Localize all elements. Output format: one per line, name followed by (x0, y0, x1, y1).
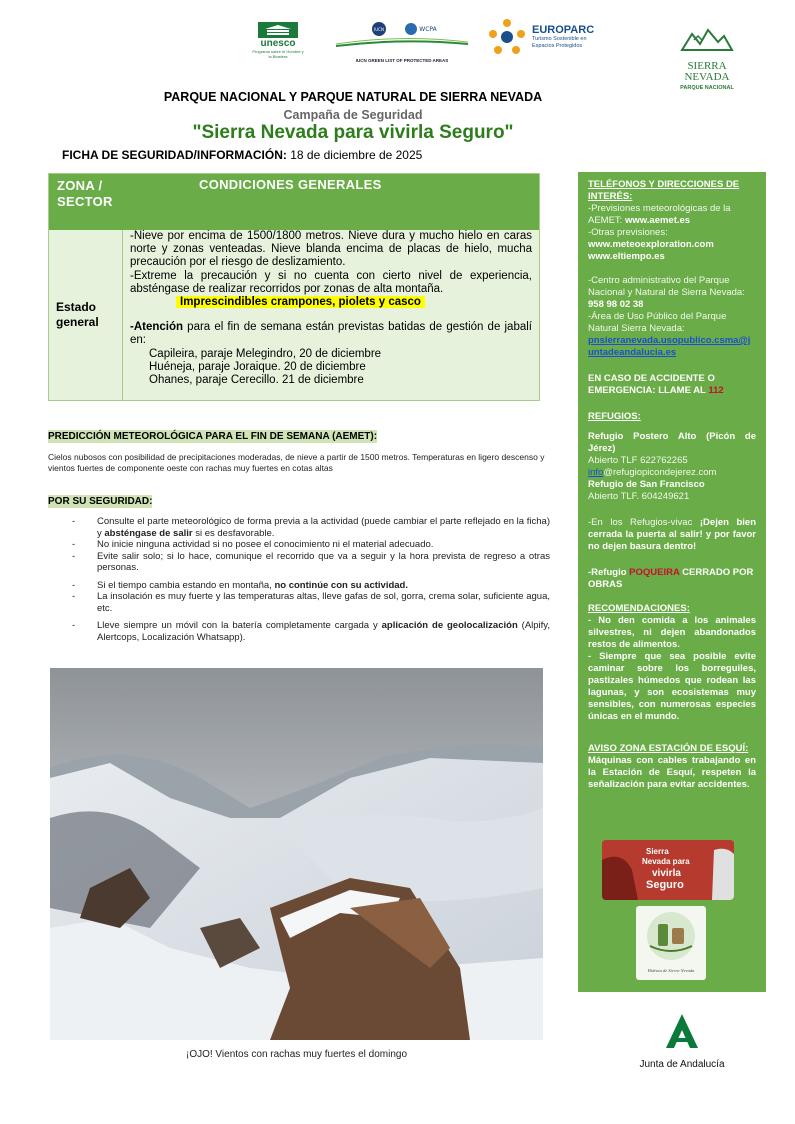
europarc-sub2: Espacios Protegidos (532, 43, 583, 49)
refugio-1-tel: Abierto TLF 622762265 (588, 455, 688, 466)
vivac-note (588, 517, 756, 553)
centro-phone: 958 98 02 38 (588, 299, 644, 310)
hydration-badge (636, 906, 706, 980)
rec-1: - No den comida a los animales silvestres, ni dejen abandonados restos de alimentos. (588, 615, 756, 650)
safety-4a: Si el tiempo cambia estando en montaña, (97, 579, 275, 591)
list-item (72, 620, 550, 643)
rec-title: RECOMENDACIONES: (588, 603, 690, 614)
mail-link[interactable]: info (588, 467, 604, 478)
europarc-sub1: Turismo Sostenible en (532, 36, 587, 42)
prediction-text: Cielos nubosos con posibilidad de precipitaciones moderadas, de nieve a partir de 1500 metros. Temperaturas en ligero descenso y vientos fuertes de componente oeste con rachas muy fuertes en cotas altas (48, 452, 545, 473)
list-item (72, 591, 550, 614)
safety-2: No inicie ninguna actividad si no posee el conocimiento ni el material adecuado. (97, 539, 434, 550)
list-dash: - (72, 579, 76, 591)
vivac-b: ¡Dejen bien cerrada la puerta al salir! y por favor no dejen basura dentro! (588, 517, 757, 552)
rec-2: - Siempre que sea posible evite caminar sobre los borreguiles, pastizales húmedos que rodean las lagunas, y son ecosistemas muy sensibles, con numerosas especies únicas en el mundo. (588, 651, 756, 722)
row-label: Estado general (49, 230, 123, 400)
ficha-label: FICHA DE SEGURIDAD/INFORMACIÓN: (62, 148, 287, 162)
safety-list (72, 516, 550, 643)
header-condiciones: CONDICIONES GENERALES (199, 177, 382, 192)
ski-text: Máquinas con cables trabajando en la Estación de Esquí, respeten la señalización para evitar accidentes. (588, 755, 756, 790)
list-item (72, 539, 550, 551)
emergency-number: 112 (708, 385, 724, 396)
unesco-sub: Programa sobre el Hombre y la Biosfera (252, 49, 304, 59)
junta-label: Junta de Andalucía (639, 1059, 725, 1070)
campaign-subtitle: Campaña de Seguridad (283, 108, 423, 122)
safety-1c: si es desfavorable. (192, 527, 275, 539)
info-sidebar (578, 172, 766, 992)
att-bold: -Atención (130, 321, 184, 334)
refugio-2: Refugio de San Francisco (588, 479, 705, 490)
ski-title: AVISO ZONA ESTACIÓN DE ESQUÍ: (588, 743, 749, 754)
other-prev: -Otras previsiones: (588, 227, 668, 238)
list-dash: - (72, 539, 76, 550)
cond-p1: -Nieve por encima de 1500/1800 metros. Nieve dura y mucho hielo en caras norte y zonas venteadas. Nieve blanda encima de placas de hielo, mucha precaución por el riesgo de deslizamiento. (130, 230, 532, 269)
poqueira-note (588, 567, 756, 591)
refugio-1: Refugio Postero Alto (Picón de Jérez) (588, 431, 756, 454)
table-header (49, 174, 539, 230)
safety-1a: Consulte el parte meteorológico de forma previa a la actividad (puede cambiar el parte reflejado en la ficha) y (97, 516, 550, 539)
mail-domain: @refugiopicondejerez.com (603, 467, 717, 478)
list-item (72, 516, 550, 539)
aemet-line (588, 203, 756, 227)
shirt-text-1: Sierra (646, 847, 669, 856)
unesco-logo (252, 22, 304, 64)
list-dash: - (72, 620, 76, 631)
badge-text: Hidrata de Sierra Nevada (647, 968, 695, 973)
poq-c: CERRADO POR OBRAS (588, 567, 754, 590)
centro-label: -Centro administrativo del Parque Nacional y Natural de Sierra Nevada: (588, 275, 745, 298)
campaign-shirt-photo (602, 840, 734, 900)
cond-highlight-line (130, 296, 532, 309)
shirt-text-2: Nevada para (642, 857, 690, 866)
europarc-title: EUROPARC (532, 24, 595, 36)
unesco-name: unesco (260, 38, 296, 49)
batida-3: Ohanes, paraje Cerecillo. 21 de diciembre (149, 374, 364, 387)
aemet-link[interactable]: www.aemet.es (624, 215, 691, 226)
emergency-line (588, 373, 756, 397)
sierra-nevada-logo (676, 26, 738, 98)
batida-2: Huéneja, paraje Joraique. 20 de diciembre (149, 360, 366, 373)
vivac-a: -En los Refugios-vivac (588, 517, 700, 528)
area-email[interactable]: pnsierranevada.usopublico.csma@juntadeandalucia.es (588, 335, 751, 358)
batida-1: Capileira, paraje Melegindro, 20 de diciembre (149, 347, 382, 360)
ficha-line (62, 148, 422, 162)
cond-p2: -Extreme la precaución y si no cuenta con cierto nivel de experiencia, absténgase de realizar recorridos por zonas de alta montaña. (130, 269, 532, 295)
iucn-sub: IUCN GREEN LIST OF PROTECTED AREAS (355, 58, 449, 63)
junta-emblem-icon (662, 1012, 702, 1052)
safety-4b: no continúe con su actividad. (274, 579, 408, 591)
sierra-line1: SIERRA (687, 60, 727, 72)
iucn-right-text: WCPA (419, 26, 437, 33)
europarc-star-icon (488, 18, 526, 56)
emergency-text: EN CASO DE ACCIDENTE O EMERGENCIA: LLAME AL (588, 373, 715, 396)
list-item (72, 580, 550, 592)
refugios-title: REFUGIOS: (588, 411, 641, 422)
prediction-title: PREDICCIÓN METEOROLÓGICA PARA EL FIN DE SEMANA (AEMET): (48, 431, 378, 442)
park-title: PARQUE NACIONAL Y PARQUE NATURAL DE SIERRA NEVADA (163, 90, 543, 104)
row-conditions (123, 230, 539, 400)
list-item (72, 551, 550, 574)
safety-6a: Lleve siempre un móvil con la batería completamente cargada y (97, 620, 382, 631)
mountain-goat-icon (680, 26, 734, 56)
header-zona: ZONA / SECTOR (49, 174, 123, 230)
iucn-left-text: IUCN (374, 27, 384, 32)
refugio-1-mail[interactable] (588, 467, 756, 479)
tel-title: TELÉFONOS Y DIRECCIONES DE INTERÉS: (588, 179, 740, 202)
poq-a: -Refugio (588, 567, 630, 578)
conditions-table (48, 173, 540, 401)
eltiempo-link[interactable]: www.eltiempo.es (588, 251, 665, 262)
list-dash: - (72, 516, 76, 527)
safety-6b: aplicación de geolocalización (381, 620, 518, 631)
junta-andalucia-logo (632, 1012, 732, 1068)
shirt-text-3: vivirla (652, 868, 681, 879)
safety-1b: absténgase de salir (104, 527, 193, 539)
sierra-line2: NEVADA (684, 71, 730, 83)
table-row (49, 230, 539, 400)
safety-5: La insolación es muy fuerte y las temperaturas altas, lleve gafas de sol, gorra, crema solar, suficiente agua, etc. (97, 591, 550, 614)
cond-highlight: Imprescindibles crampones, piolets y casco (176, 296, 425, 308)
aemet-label: -Previsiones meteorológicas de la AEMET: (588, 203, 731, 226)
list-dash: - (72, 591, 76, 602)
meteo-link[interactable]: www.meteoexploration.com (588, 239, 714, 250)
refugio-2-tel: Abierto TLF. 604249621 (588, 491, 690, 502)
list-dash: - (72, 550, 76, 562)
campaign-title: "Sierra Nevada para vivirla Seguro" (192, 122, 514, 143)
europarc-logo (488, 18, 600, 58)
snowy-mountain-photo (50, 668, 543, 1040)
area-label: -Área de Uso Público del Parque Natural Sierra Nevada: (588, 311, 727, 334)
safety-title: POR SU SEGURIDAD: (48, 496, 153, 507)
att-text: para el fin de semana están previstas batidas de gestión de jabalí en: (130, 321, 532, 347)
shirt-text-4: Seguro (646, 879, 684, 891)
ficha-date: 18 de diciembre de 2025 (290, 148, 423, 162)
unesco-emblem (258, 22, 298, 38)
cond-attention (130, 321, 532, 347)
sierra-line3: PARQUE NACIONAL (680, 85, 734, 91)
safety-6c: (Alpify, Alertcops, Localización Whatsapp). (97, 620, 550, 643)
photo-caption: ¡OJO! Vientos con rachas muy fuertes el domingo (185, 1049, 408, 1060)
iucn-green-list-logo (334, 20, 470, 64)
safety-3: Evite salir solo; si lo hace, comunique el recorrido que va a seguir y la hora prevista de regreso a otras personas. (97, 550, 550, 573)
poq-b: POQUEIRA (629, 567, 680, 578)
